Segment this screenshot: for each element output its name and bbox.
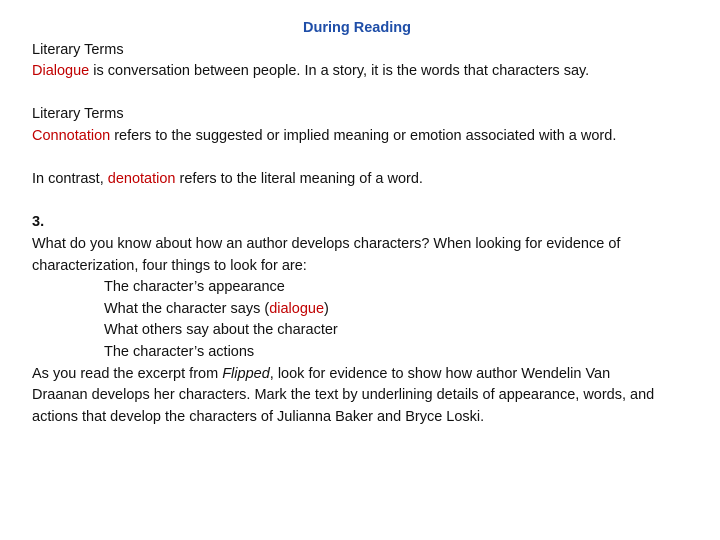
denotation-definition (32, 169, 662, 191)
literary-terms-label: Literary Terms (32, 106, 124, 123)
connotation-definition-text: refers to the suggested or implied meaning or emotion associated with a word. (110, 127, 617, 144)
denotation-term: denotation (107, 171, 176, 188)
literary-terms-label: Literary Terms (32, 41, 124, 58)
instruction-start: As you read the excerpt from (32, 365, 223, 382)
question-3 (32, 212, 662, 277)
characterization-list (32, 277, 662, 363)
question-prompt: What do you know about how an author develops characters? When looking for evidence of characterization, four things to look for are: (32, 235, 621, 274)
document-page (32, 18, 662, 428)
list-item: What others say about the character (104, 322, 338, 339)
denotation-definition-text: refers to the literal meaning of a word. (175, 171, 423, 188)
dialogue-definition (32, 40, 662, 83)
spacer (32, 148, 662, 170)
list-item-text: What the character says ( (104, 300, 270, 317)
list-item: The character’s appearance (104, 279, 285, 296)
instruction-paragraph (32, 364, 662, 429)
dialogue-term: dialogue (269, 300, 325, 317)
spacer (32, 83, 662, 105)
connotation-definition (32, 104, 662, 147)
connotation-term: Connotation (32, 127, 111, 144)
list-item: The character’s actions (104, 343, 255, 360)
contrast-prefix: In contrast, (32, 171, 108, 188)
dialogue-term: Dialogue (32, 63, 90, 80)
question-number: 3. (32, 214, 45, 231)
page-heading: During Reading (303, 20, 411, 36)
list-item-close: ) (324, 300, 329, 317)
spacer (32, 191, 662, 213)
list-item (104, 299, 662, 321)
dialogue-definition-text: is conversation between people. In a story, it is the words that characters say. (89, 63, 590, 80)
book-title: Flipped (222, 365, 270, 382)
instruction-end: , look for evidence to show how author Wendelin Van Draanan develops her characters. Mark the text by underlining details of appearance, words, and actions that develop the characters of Julianna Baker and Bryce Loski. (32, 365, 655, 425)
